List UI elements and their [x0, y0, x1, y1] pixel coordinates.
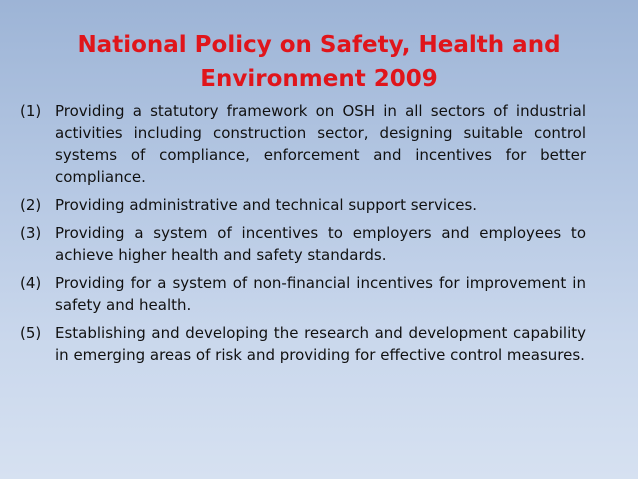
list-item: [20, 100, 586, 188]
item-number: (4): [20, 274, 42, 292]
list-item: [20, 322, 586, 366]
title-line-1: National Policy on Safety, Health and: [77, 32, 561, 58]
item-text: Providing a statutory framework on OSH in all sectors of industrial activities including construction sector, designing suitable control systems of compliance, enforcement and incentives for better compliance.: [55, 102, 586, 186]
title-line-2: Environment 2009: [200, 66, 438, 92]
item-number: (1): [20, 102, 42, 120]
policy-list: [20, 100, 586, 372]
item-number: (3): [20, 224, 42, 242]
item-text: Establishing and developing the research and development capability in emerging areas of risk and providing for effective control measures.: [55, 324, 586, 364]
item-text: Providing a system of incentives to employers and employees to achieve higher health and safety standards.: [55, 224, 586, 264]
item-number: (5): [20, 324, 42, 342]
item-text: Providing administrative and technical support services.: [55, 196, 478, 214]
list-item: [20, 272, 586, 316]
item-number: (2): [20, 196, 42, 214]
item-text: Providing for a system of non-financial incentives for improvement in safety and health.: [55, 274, 586, 314]
list-item: [20, 222, 586, 266]
slide-title: [40, 28, 598, 96]
list-item: [20, 194, 586, 216]
